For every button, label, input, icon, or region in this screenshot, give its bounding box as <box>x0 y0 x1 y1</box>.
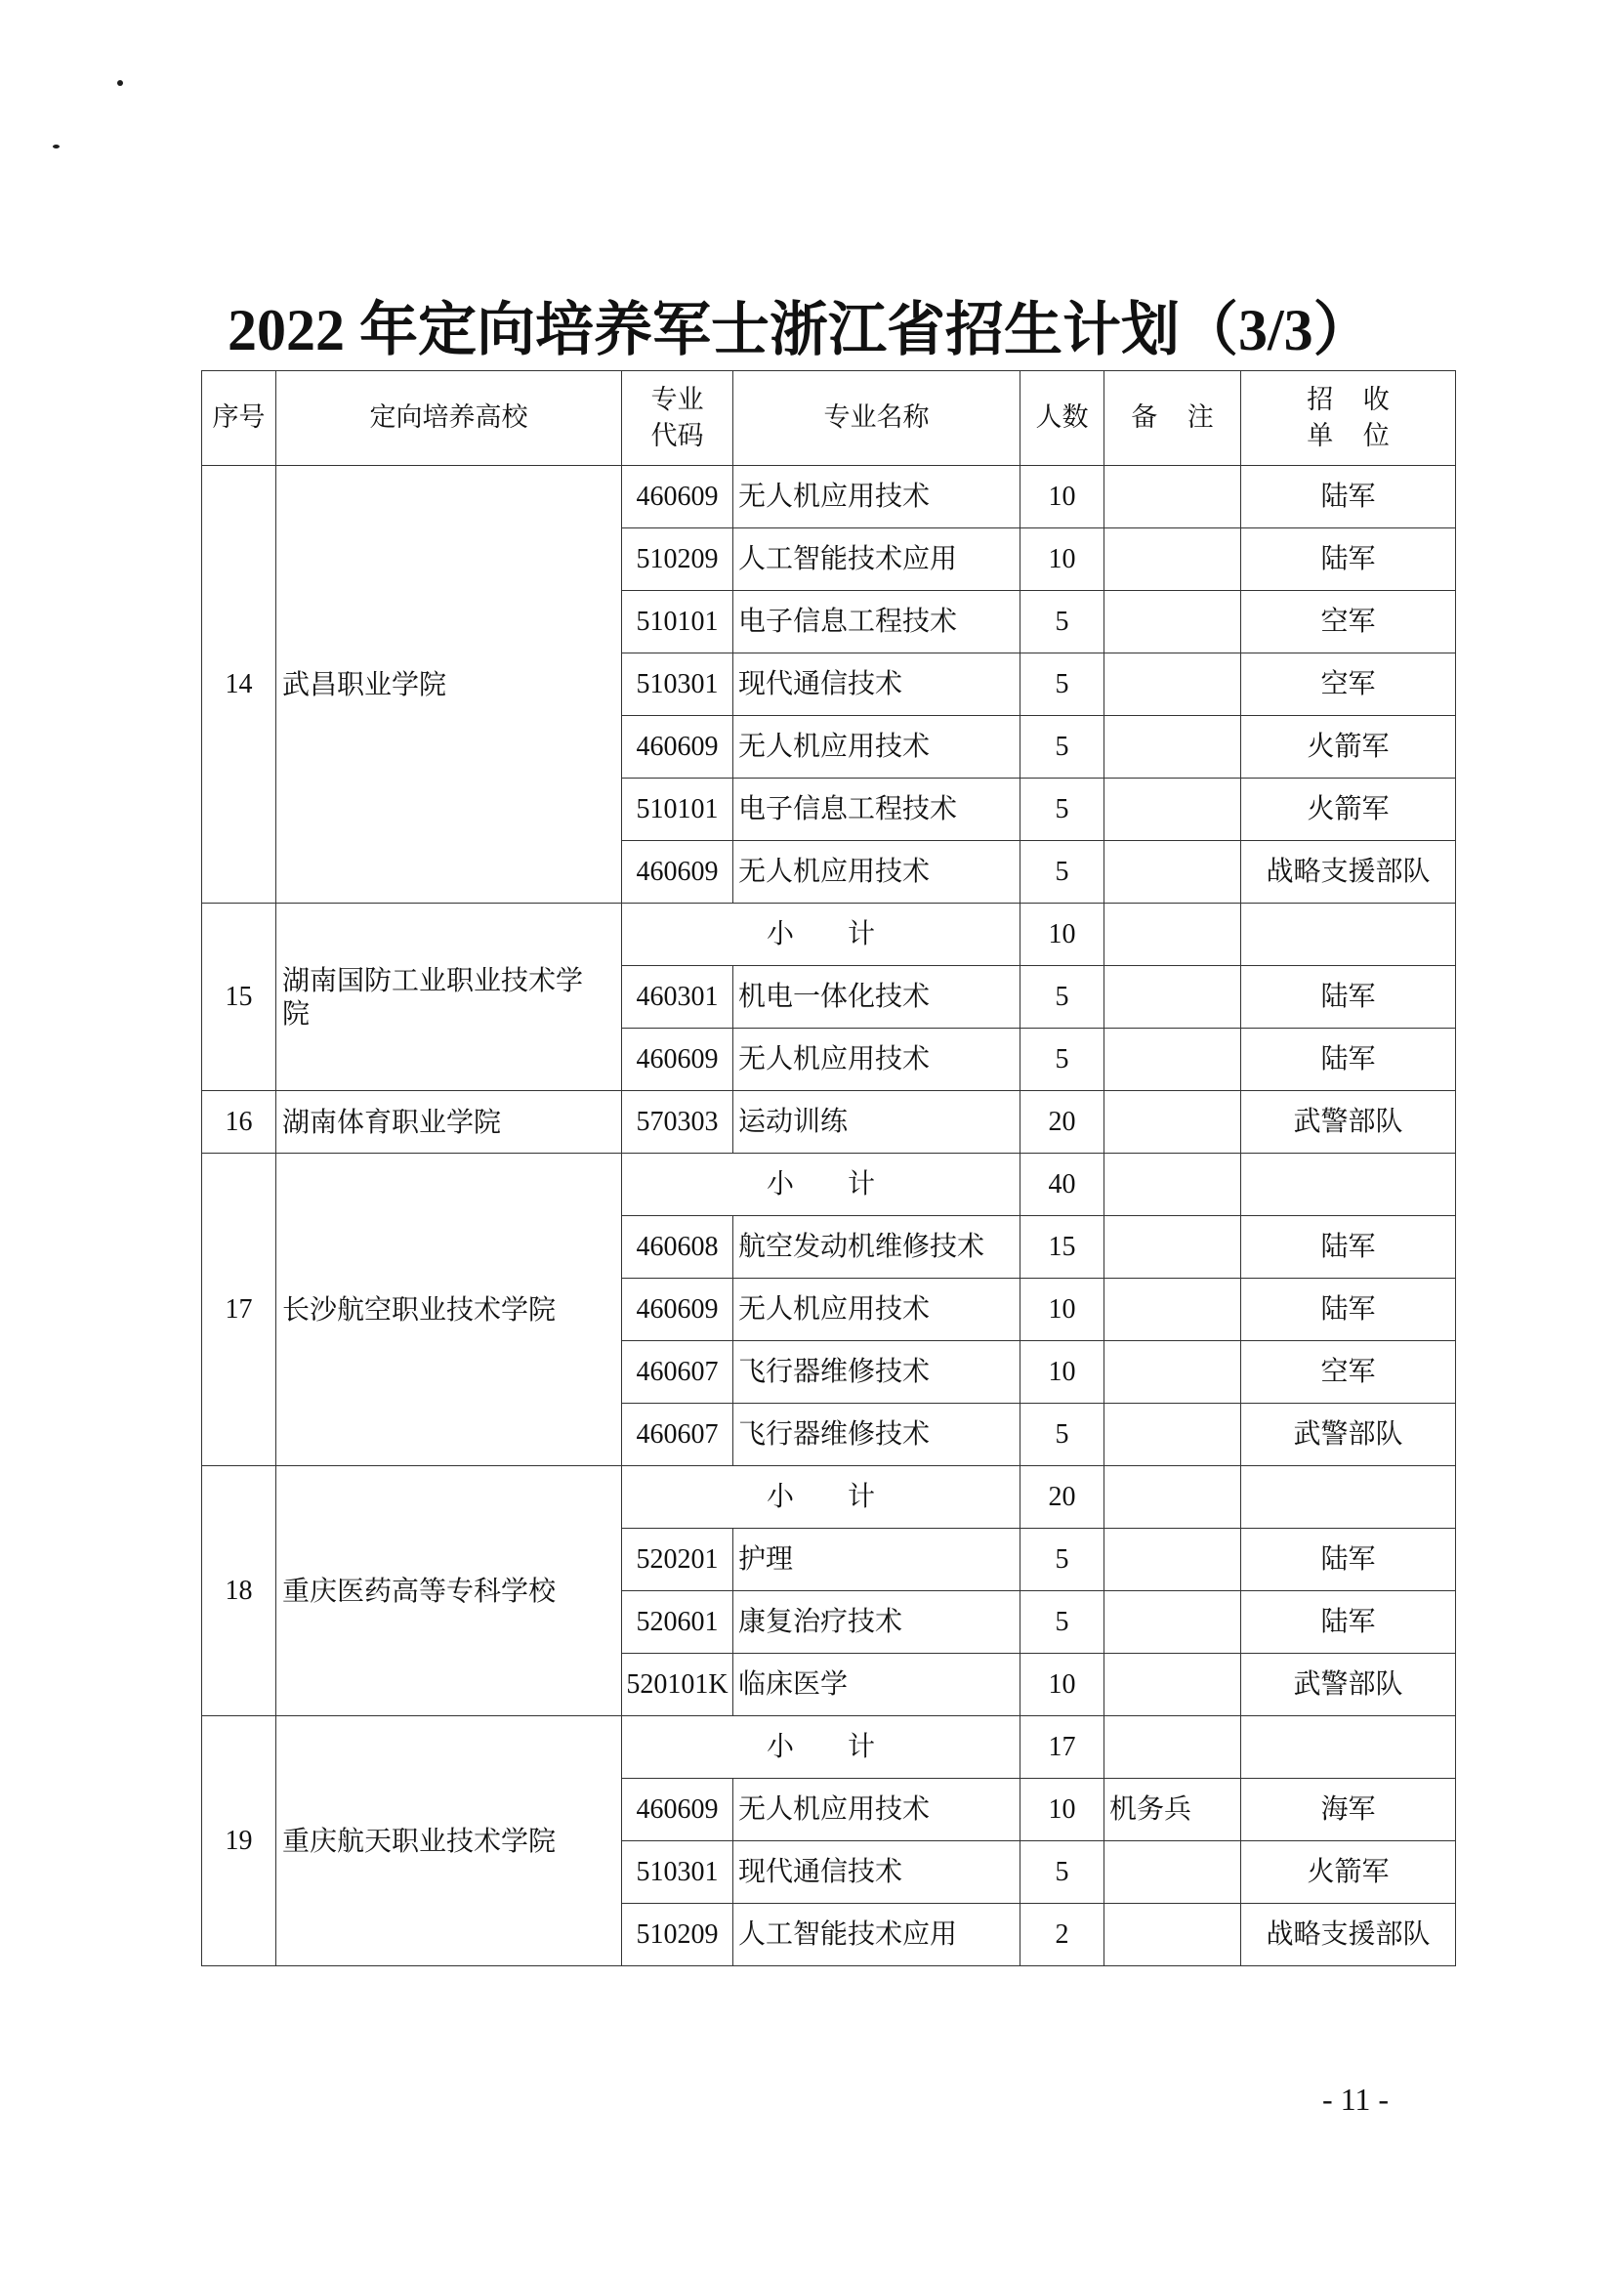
remark-cell <box>1104 904 1241 966</box>
unit-cell: 武警部队 <box>1241 1404 1456 1466</box>
count-cell: 10 <box>1020 1779 1104 1841</box>
count-cell: 5 <box>1020 653 1104 716</box>
unit-cell: 战略支援部队 <box>1241 1904 1456 1966</box>
header-row <box>202 371 1456 466</box>
major-cell: 无人机应用技术 <box>733 841 1020 904</box>
unit-cell: 陆军 <box>1241 1529 1456 1591</box>
school-cell <box>276 1154 622 1466</box>
remark-cell <box>1104 466 1241 528</box>
code-cell: 520201 <box>622 1529 733 1591</box>
page-number: - 11 - <box>1321 2082 1390 2117</box>
seq-cell: 14 <box>202 466 276 904</box>
school-cell <box>276 466 622 904</box>
major-cell: 现代通信技术 <box>733 1841 1020 1904</box>
count-cell: 15 <box>1020 1216 1104 1279</box>
major-cell: 无人机应用技术 <box>733 1779 1020 1841</box>
remark-cell <box>1104 841 1241 904</box>
code-cell: 510101 <box>622 591 733 653</box>
subtotal-row <box>202 1466 1456 1529</box>
major-cell: 护理 <box>733 1529 1020 1591</box>
seq-cell: 16 <box>202 1091 276 1154</box>
remark-cell <box>1104 1716 1241 1779</box>
header-major: 专业名称 <box>733 371 1020 466</box>
unit-cell: 陆军 <box>1241 966 1456 1029</box>
subtotal-label-cell: 小 计 <box>622 1154 1020 1216</box>
major-cell: 电子信息工程技术 <box>733 779 1020 841</box>
remark-cell <box>1104 779 1241 841</box>
major-cell: 飞行器维修技术 <box>733 1404 1020 1466</box>
school-cell <box>276 1716 622 1966</box>
subtotal-row <box>202 904 1456 966</box>
count-cell: 10 <box>1020 1654 1104 1716</box>
major-cell: 机电一体化技术 <box>733 966 1020 1029</box>
subtotal-label-cell: 小 计 <box>622 1466 1020 1529</box>
header-code-line-2: 代码 <box>650 421 704 451</box>
seq-cell: 15 <box>202 904 276 1091</box>
remark-cell <box>1104 1654 1241 1716</box>
count-cell: 5 <box>1020 1529 1104 1591</box>
major-cell: 电子信息工程技术 <box>733 591 1020 653</box>
major-cell: 无人机应用技术 <box>733 466 1020 528</box>
count-cell: 10 <box>1020 528 1104 591</box>
subtotal-row <box>202 1154 1456 1216</box>
subtotal-count-cell: 40 <box>1020 1154 1104 1216</box>
seq-cell: 18 <box>202 1466 276 1716</box>
remark-cell <box>1104 716 1241 779</box>
code-cell: 460609 <box>622 841 733 904</box>
remark-cell: 机务兵 <box>1104 1779 1241 1841</box>
count-cell: 5 <box>1020 591 1104 653</box>
code-cell: 520101K <box>622 1654 733 1716</box>
header-remark: 备 注 <box>1104 371 1241 466</box>
unit-cell <box>1241 1466 1456 1529</box>
remark-cell <box>1104 1466 1241 1529</box>
unit-cell: 陆军 <box>1241 1591 1456 1654</box>
remark-cell <box>1104 1591 1241 1654</box>
code-cell: 510101 <box>622 779 733 841</box>
scan-speck <box>117 80 123 86</box>
subtotal-row <box>202 1716 1456 1779</box>
remark-cell <box>1104 591 1241 653</box>
count-cell: 2 <box>1020 1904 1104 1966</box>
code-cell: 460609 <box>622 466 733 528</box>
major-cell: 无人机应用技术 <box>733 1279 1020 1341</box>
unit-cell: 战略支援部队 <box>1241 841 1456 904</box>
code-cell: 460607 <box>622 1341 733 1404</box>
code-cell: 460609 <box>622 1279 733 1341</box>
header-school: 定向培养高校 <box>276 371 622 466</box>
school-name: 长沙航空职业技术学院 <box>282 1292 557 1326</box>
remark-cell <box>1104 653 1241 716</box>
unit-cell: 陆军 <box>1241 1279 1456 1341</box>
subtotal-label-cell: 小 计 <box>622 1716 1020 1779</box>
count-cell: 5 <box>1020 1841 1104 1904</box>
school-cell <box>276 1091 622 1154</box>
unit-cell: 火箭军 <box>1241 779 1456 841</box>
code-cell: 460608 <box>622 1216 733 1279</box>
unit-cell: 火箭军 <box>1241 716 1456 779</box>
code-cell: 510209 <box>622 1904 733 1966</box>
code-cell: 570303 <box>622 1091 733 1154</box>
count-cell: 5 <box>1020 841 1104 904</box>
code-cell: 510301 <box>622 1841 733 1904</box>
remark-cell <box>1104 1029 1241 1091</box>
school-name: 重庆医药高等专科学校 <box>282 1574 557 1607</box>
header-code <box>622 371 733 466</box>
count-cell: 5 <box>1020 716 1104 779</box>
subtotal-count-cell: 20 <box>1020 1466 1104 1529</box>
enrollment-plan-table <box>201 370 1456 1966</box>
major-cell: 航空发动机维修技术 <box>733 1216 1020 1279</box>
major-cell: 运动训练 <box>733 1091 1020 1154</box>
unit-cell: 武警部队 <box>1241 1091 1456 1154</box>
remark-cell <box>1104 966 1241 1029</box>
count-cell: 10 <box>1020 1341 1104 1404</box>
seq-cell: 19 <box>202 1716 276 1966</box>
header-code-line-1: 专业 <box>650 385 704 415</box>
code-cell: 510301 <box>622 653 733 716</box>
school-cell <box>276 904 622 1091</box>
subtotal-count-cell: 10 <box>1020 904 1104 966</box>
school-name: 湖南国防工业职业技术学院 <box>282 963 584 1030</box>
unit-cell: 海军 <box>1241 1779 1456 1841</box>
school-name: 湖南体育职业学院 <box>282 1105 502 1138</box>
remark-cell <box>1104 1154 1241 1216</box>
count-cell: 10 <box>1020 1279 1104 1341</box>
major-cell: 人工智能技术应用 <box>733 528 1020 591</box>
code-cell: 460301 <box>622 966 733 1029</box>
count-cell: 20 <box>1020 1091 1104 1154</box>
header-unit <box>1241 371 1456 466</box>
header-unit-line-1: 招 收 <box>1307 385 1390 415</box>
table-row <box>202 466 1456 528</box>
subtotal-label-cell: 小 计 <box>622 904 1020 966</box>
page-title: 2022 年定向培养军士浙江省招生计划（3/3） <box>228 298 1372 362</box>
count-cell: 5 <box>1020 779 1104 841</box>
count-cell: 10 <box>1020 466 1104 528</box>
major-cell: 无人机应用技术 <box>733 716 1020 779</box>
remark-cell <box>1104 528 1241 591</box>
unit-cell: 火箭军 <box>1241 1841 1456 1904</box>
school-name: 重庆航天职业技术学院 <box>282 1824 557 1857</box>
major-cell: 无人机应用技术 <box>733 1029 1020 1091</box>
remark-cell <box>1104 1404 1241 1466</box>
code-cell: 460609 <box>622 1779 733 1841</box>
header-count: 人数 <box>1020 371 1104 466</box>
subtotal-count-cell: 17 <box>1020 1716 1104 1779</box>
unit-cell: 陆军 <box>1241 528 1456 591</box>
school-name: 武昌职业学院 <box>282 667 447 700</box>
table-body <box>202 466 1456 1966</box>
remark-cell <box>1104 1529 1241 1591</box>
major-cell: 飞行器维修技术 <box>733 1341 1020 1404</box>
table-row <box>202 1091 1456 1154</box>
unit-cell <box>1241 1154 1456 1216</box>
school-cell <box>276 1466 622 1716</box>
code-cell: 460609 <box>622 716 733 779</box>
unit-cell: 武警部队 <box>1241 1654 1456 1716</box>
scan-speck <box>53 145 60 148</box>
remark-cell <box>1104 1841 1241 1904</box>
unit-cell: 陆军 <box>1241 466 1456 528</box>
remark-cell <box>1104 1216 1241 1279</box>
major-cell: 人工智能技术应用 <box>733 1904 1020 1966</box>
count-cell: 5 <box>1020 966 1104 1029</box>
code-cell: 460609 <box>622 1029 733 1091</box>
code-cell: 510209 <box>622 528 733 591</box>
header-seq: 序号 <box>202 371 276 466</box>
seq-cell: 17 <box>202 1154 276 1466</box>
remark-cell <box>1104 1904 1241 1966</box>
code-cell: 520601 <box>622 1591 733 1654</box>
remark-cell <box>1104 1279 1241 1341</box>
unit-cell: 陆军 <box>1241 1029 1456 1091</box>
unit-cell <box>1241 1716 1456 1779</box>
count-cell: 5 <box>1020 1404 1104 1466</box>
header-unit-line-2: 单 位 <box>1307 421 1390 451</box>
unit-cell: 空军 <box>1241 1341 1456 1404</box>
count-cell: 5 <box>1020 1029 1104 1091</box>
unit-cell: 陆军 <box>1241 1216 1456 1279</box>
code-cell: 460607 <box>622 1404 733 1466</box>
remark-cell <box>1104 1341 1241 1404</box>
remark-cell <box>1104 1091 1241 1154</box>
major-cell: 康复治疗技术 <box>733 1591 1020 1654</box>
unit-cell: 空军 <box>1241 591 1456 653</box>
count-cell: 5 <box>1020 1591 1104 1654</box>
table-header <box>202 371 1456 466</box>
unit-cell: 空军 <box>1241 653 1456 716</box>
major-cell: 现代通信技术 <box>733 653 1020 716</box>
major-cell: 临床医学 <box>733 1654 1020 1716</box>
unit-cell <box>1241 904 1456 966</box>
